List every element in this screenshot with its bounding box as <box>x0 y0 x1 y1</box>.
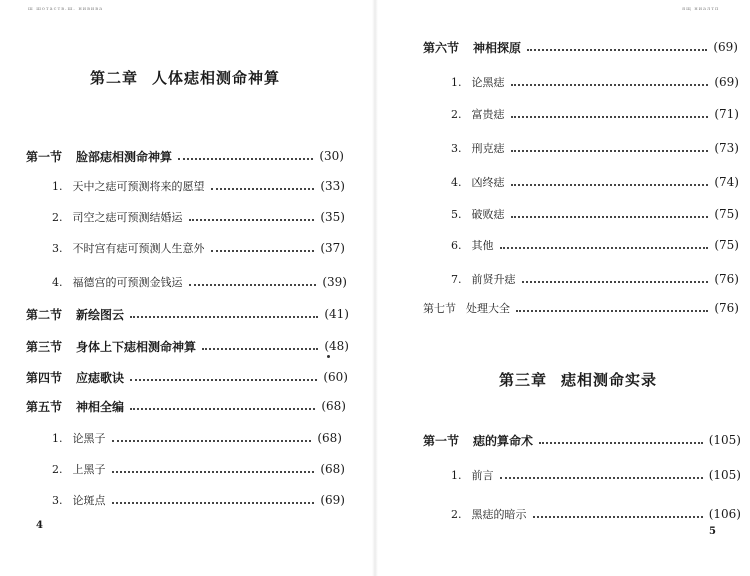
entry-title: 神相探原 <box>473 40 522 55</box>
dot-leader <box>500 477 703 479</box>
page-number: (68) <box>320 462 345 476</box>
page-number: (106) <box>708 507 741 521</box>
toc-entry[interactable] <box>451 172 739 192</box>
page-number: (30) <box>319 149 344 163</box>
entry-title: 神相全编 <box>76 399 125 414</box>
page-number: (105) <box>708 468 741 482</box>
entry-title: 论斑点 <box>72 494 106 507</box>
toc-entry[interactable] <box>423 298 739 318</box>
chapter-2-heading <box>90 67 280 88</box>
page-number: (75) <box>714 238 739 252</box>
toc-entry[interactable] <box>26 336 349 356</box>
chapter-label: 第三章 <box>499 371 548 389</box>
toc-entry[interactable] <box>52 428 342 448</box>
print-speck <box>327 355 330 358</box>
item-number: 1. <box>52 432 63 445</box>
dot-leader <box>527 49 707 51</box>
dot-leader <box>189 219 315 221</box>
dot-leader <box>130 408 315 410</box>
entry-title: 福德宫的可预测金钱运 <box>72 276 183 289</box>
dot-leader <box>500 247 709 249</box>
dot-leader <box>130 316 318 318</box>
entry-title: 天中之痣可预测将来的愿望 <box>72 180 205 193</box>
dot-leader <box>112 502 315 504</box>
item-number: 3. <box>451 142 462 155</box>
item-number: 6. <box>451 239 462 252</box>
page-number: (71) <box>714 107 739 121</box>
entry-title: 痣的算命术 <box>473 433 534 448</box>
item-number: 1. <box>451 76 462 89</box>
page-number: (39) <box>322 275 347 289</box>
dot-leader <box>130 379 317 381</box>
entry-title: 脸部痣相测命神算 <box>76 149 173 164</box>
entry-title: 不时宫有痣可预测人生意外 <box>72 242 205 255</box>
entry-title: 处理大全 <box>466 302 510 315</box>
right-page <box>375 0 750 576</box>
entry-title: 其他 <box>471 239 494 252</box>
page-number: (68) <box>317 431 342 445</box>
item-number: 2. <box>451 508 462 521</box>
dot-leader <box>178 158 313 160</box>
folio-right: 5 <box>709 526 716 537</box>
page-number: (76) <box>714 272 739 286</box>
chapter-title: 痣相测命实录 <box>561 371 658 389</box>
entry-title: 应痣歌诀 <box>76 370 125 385</box>
toc-entry[interactable] <box>52 490 345 510</box>
page-number: (76) <box>714 301 739 315</box>
section-number: 第一节 <box>26 149 63 164</box>
page-number: (74) <box>714 175 739 189</box>
toc-entry[interactable] <box>451 504 741 524</box>
dot-leader <box>511 84 709 86</box>
entry-title: 前言 <box>471 469 494 482</box>
section-number: 第四节 <box>26 370 63 385</box>
dot-leader <box>211 250 315 252</box>
page-number: (69) <box>714 75 739 89</box>
page-number: (69) <box>713 40 738 54</box>
page-number: (33) <box>320 179 345 193</box>
section-number: 第三节 <box>26 339 63 354</box>
entry-title: 上黑子 <box>72 463 106 476</box>
chapter-3-heading <box>499 369 657 390</box>
entry-title: 论黑痣 <box>471 76 505 89</box>
dot-leader <box>189 284 317 286</box>
entry-title: 黑痣的暗示 <box>471 508 527 521</box>
dot-leader <box>522 281 709 283</box>
item-number: 4. <box>451 176 462 189</box>
toc-entry[interactable] <box>26 396 346 416</box>
toc-entry[interactable] <box>52 272 347 292</box>
toc-entry[interactable] <box>451 204 739 224</box>
item-number: 5. <box>451 208 462 221</box>
chapter-label: 第二章 <box>90 69 139 87</box>
entry-title: 凶终痣 <box>471 176 505 189</box>
page-number: (60) <box>323 370 348 384</box>
dot-leader <box>112 471 315 473</box>
dot-leader <box>533 516 703 518</box>
dot-leader <box>511 184 709 186</box>
dot-leader <box>211 188 315 190</box>
page-number: (68) <box>321 399 346 413</box>
item-number: 1. <box>451 469 462 482</box>
toc-entry[interactable] <box>52 459 345 479</box>
entry-title: 论黑子 <box>72 432 106 445</box>
dot-leader <box>539 442 703 444</box>
section-number: 第六节 <box>423 40 460 55</box>
page-number: (75) <box>714 207 739 221</box>
toc-entry[interactable] <box>451 72 739 92</box>
dot-leader <box>511 116 709 118</box>
item-number: 4. <box>52 276 63 289</box>
item-number: 7. <box>451 273 462 286</box>
dot-leader <box>516 310 708 312</box>
toc-entry[interactable] <box>26 146 344 166</box>
section-number: 第五节 <box>26 399 63 414</box>
dot-leader <box>511 216 709 218</box>
folio-left: 4 <box>36 520 43 531</box>
toc-entry[interactable] <box>52 238 345 258</box>
item-number: 2. <box>52 211 63 224</box>
dot-leader <box>511 150 709 152</box>
item-number: 3. <box>52 494 63 507</box>
entry-title: 身体上下痣相测命神算 <box>76 339 197 354</box>
toc-entry[interactable] <box>451 104 739 124</box>
toc-entry[interactable] <box>451 235 739 255</box>
item-number: 2. <box>52 463 63 476</box>
entry-title: 前贤升痣 <box>471 273 516 286</box>
chapter-title: 人体痣相测命神算 <box>152 69 281 87</box>
toc-entry[interactable] <box>423 37 738 57</box>
toc-entry[interactable] <box>451 138 739 158</box>
toc-entry[interactable] <box>26 304 349 324</box>
running-header-right: ящ ниалтп <box>682 6 720 12</box>
dot-leader <box>202 348 318 350</box>
running-header-left: ш шотаств.ш. нивива <box>28 6 104 12</box>
item-number: 第七节 <box>423 302 456 315</box>
entry-title: 富贵痣 <box>471 108 505 121</box>
toc-entry[interactable] <box>451 465 741 485</box>
entry-title: 司空之痣可预测结婚运 <box>72 211 183 224</box>
page-number: (105) <box>708 433 741 447</box>
item-number: 1. <box>52 180 63 193</box>
entry-title: 破败痣 <box>471 208 505 221</box>
toc-entry[interactable] <box>423 430 741 450</box>
page-number: (69) <box>320 493 345 507</box>
page-number: (73) <box>714 141 739 155</box>
toc-entry[interactable] <box>52 207 345 227</box>
item-number: 2. <box>451 108 462 121</box>
dot-leader <box>112 440 312 442</box>
page-number: (41) <box>324 307 349 321</box>
entry-title: 刑克痣 <box>471 142 505 155</box>
section-number: 第一节 <box>423 433 460 448</box>
item-number: 3. <box>52 242 63 255</box>
section-number: 第二节 <box>26 307 63 322</box>
toc-entry[interactable] <box>52 176 345 196</box>
page-number: (48) <box>324 339 349 353</box>
entry-title: 新绘图云 <box>76 307 125 322</box>
page-number: (35) <box>320 210 345 224</box>
toc-entry[interactable] <box>26 367 348 387</box>
toc-entry[interactable] <box>451 269 739 289</box>
page-number: (37) <box>320 241 345 255</box>
